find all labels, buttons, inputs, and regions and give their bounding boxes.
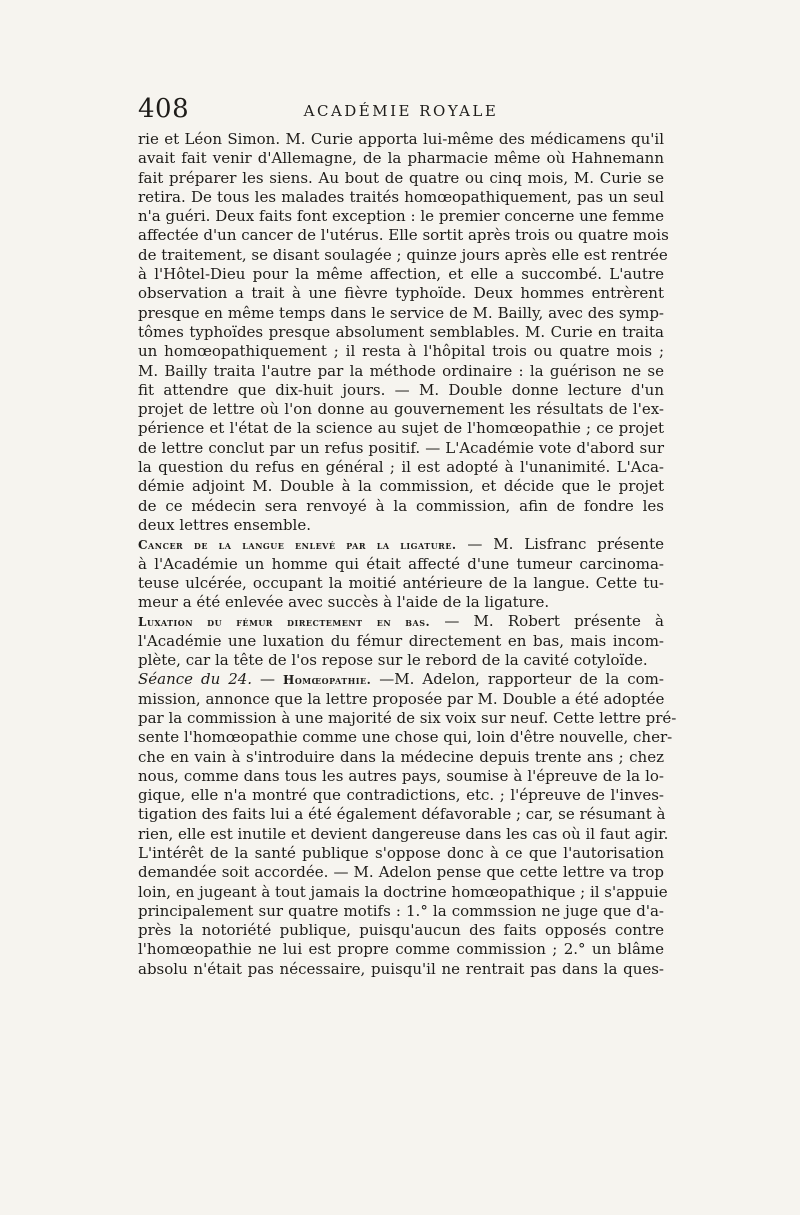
text-line: projet de lettre où l'on donne au gouvernement les résultats de l'ex- [138, 400, 664, 419]
text-line: démie adjoint M. Double à la commission, et décide que le projet [138, 477, 664, 496]
text-line [138, 612, 664, 631]
text-fragment: — M. Robert présente à [430, 612, 664, 631]
text-line: nous, comme dans tous les autres pays, soumise à l'épreuve de la lo- [138, 766, 664, 785]
text-line: de traitement, se disant soulagée ; quinze jours après elle est rentrée [138, 245, 668, 264]
bleed-through-ghost-text [140, 1040, 560, 1054]
text-line: n'a guéri. Deux faits font exception : le premier concerne une femme [138, 207, 664, 226]
text-line: meur a été enlevée avec succès à l'aide de la ligature. [138, 593, 550, 612]
text-line: che en vain à s'introduire dans la médecine depuis trente ans ; chez [138, 747, 664, 766]
text-line: à l'Hôtel-Dieu pour la même affection, et elle a succombé. L'autre [138, 265, 664, 284]
text-line: Séance du 24. — Homœopathie. —M. Adelon, rapporteur de la com- [138, 670, 664, 689]
text-line: tigation des faits lui a été également défavorable ; car, se résumant à [138, 805, 666, 824]
body-text [138, 130, 677, 979]
text-line: rien, elle est inutile et devient dangereuse dans les cas où il faut agir. [138, 824, 669, 843]
text-fragment: — M. Lisfranc présente [456, 535, 664, 554]
text-line: fait préparer les siens. Au bout de quatre ou cinq mois, M. Curie se [138, 168, 664, 187]
text-line [138, 535, 664, 554]
text-line: affectée d'un cancer de l'utérus. Elle sortit après trois ou quatre mois [138, 226, 669, 245]
text-line: demandée soit accordée. — M. Adelon pense que cette lettre va trop [138, 863, 664, 882]
text-fragment: —M. Adelon, rapporteur de la com- [371, 670, 664, 689]
text-line: retira. De tous les malades traités homœopathiquement, pas un seul [138, 187, 664, 206]
text-line: absolu n'était pas nécessaire, puisqu'il ne rentrait pas dans la ques- [138, 959, 664, 978]
text-line: la question du refus en général ; il est adopté à l'unanimité. L'Aca- [138, 458, 664, 477]
text-line: à l'Académie un homme qui était affecté d'une tumeur carcinoma- [138, 554, 664, 573]
text-line: de lettre conclut par un refus positif. — L'Académie vote d'abord sur [138, 438, 664, 457]
text-line: teuse ulcérée, occupant la moitié antérieure de la langue. Cette tu- [138, 573, 664, 592]
text-line: deux lettres ensemble. [138, 515, 311, 534]
text-line: un homœopathiquement ; il resta à l'hôpital trois ou quatre mois ; [138, 342, 664, 361]
text-line: de ce médecin sera renvoyé à la commission, afin de fondre les [138, 496, 664, 515]
text-line: tômes typhoïdes presque absolument semblables. M. Curie en traita [138, 322, 664, 341]
running-head: ACADÉMIE ROYALE [303, 102, 499, 120]
text-line: gique, elle n'a montré que contradictions, etc. ; l'épreuve de l'inves- [138, 786, 664, 805]
text-line: M. Bailly traita l'autre par la méthode ordinaire : la guérison ne se [138, 361, 664, 380]
text-line: rie et Léon Simon. M. Curie apporta lui-même des médicamens qu'il [138, 130, 664, 148]
text-line: sente l'homœopathie comme une chose qui, loin d'être nouvelle, cher- [138, 728, 673, 747]
section-heading: Luxation du fémur directement en bas. [138, 615, 431, 630]
text-line: observation a trait à une fièvre typhoïde. Deux hommes entrèrent [138, 284, 664, 303]
text-line: près la notoriété publique, puisqu'aucun des faits opposés contre [138, 921, 664, 940]
section-heading: Homœopathie. [283, 673, 372, 688]
text-line: avait fait venir d'Allemagne, de la pharmacie même où Hahnemann [138, 149, 664, 168]
text-line: l'homœopathie ne lui est propre comme commission ; 2.° un blâme [138, 940, 664, 959]
page-header [138, 94, 664, 124]
page-number: 408 [138, 94, 190, 124]
text-line: principalement sur quatre motifs : 1.° la commssion ne juge que d'a- [138, 901, 664, 920]
section-heading: Cancer de la langue enlevé par la ligature. [138, 538, 457, 553]
text-line: périence et l'état de la science au sujet de l'homœopathie ; ce projet [138, 419, 664, 438]
text-line: L'intérêt de la santé publique s'oppose donc à ce que l'autorisation [138, 843, 664, 862]
text-line: par la commission à une majorité de six voix sur neuf. Cette lettre pré- [138, 708, 677, 727]
text-line: loin, en jugeant à tout jamais la doctrine homœopathique ; il s'appuie [138, 882, 668, 901]
text-line: plète, car la tête de l'os repose sur le rebord de la cavité cotyloïde. [138, 651, 648, 670]
text-line: mission, annonce que la lettre proposée par M. Double a été adoptée [138, 689, 665, 708]
text-line: presque en même temps dans le service de M. Bailly, avec des symp- [138, 303, 664, 322]
session-date: Séance du 24. [138, 670, 253, 689]
text-line: fit attendre que dix-huit jours. — M. Double donne lecture d'un [138, 380, 664, 399]
text-line: l'Académie une luxation du fémur directement en bas, mais incom- [138, 631, 664, 650]
